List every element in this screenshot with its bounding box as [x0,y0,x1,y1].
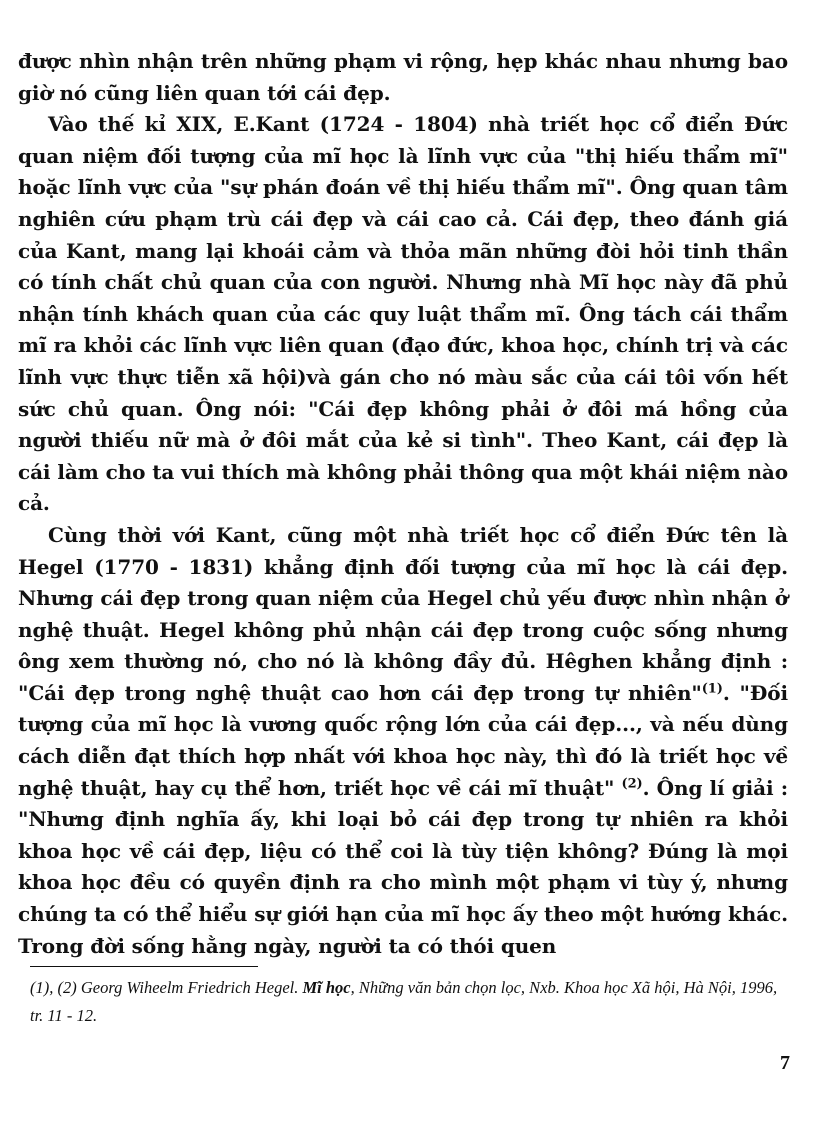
footnote-ref-2: (2) [621,776,643,791]
paragraph-3-part-a: Cùng thời với Kant, cũng một nhà triết học cổ điển Đức tên là Hegel (1770 - 1831) khẳng định đối tượng của mĩ học là cái đẹp. Nhưng cái đẹp trong quan niệm của Hegel chủ yếu được nhìn nhận ở nghệ thuật. Hegel không phủ nhận cái đẹp trong cuộc sống nhưng ông xem thường nó, cho nó là không đầy đủ. Hêghen khẳng định : "Cái đẹp trong nghệ thuật cao hơn cái đẹp trong tự nhiên" [18,522,788,705]
paragraph-3 [18,520,788,962]
footnote-ref-1: (1) [701,681,723,697]
paragraph-2: Vào thế kỉ XIX, E.Kant (1724 - 1804) nhà triết học cổ điển Đức quan niệm đối tượng của mĩ học là lĩnh vực của "thị hiếu thẩm mĩ" hoặc lĩnh vực của "sự phán đoán về thị hiếu thẩm mĩ". Ông quan tâm nghiên cứu phạm trù cái đẹp và cái cao cả. Cái đẹp, theo đánh giá của Kant, mang lại khoái cảm và thỏa mãn những đòi hỏi tinh thần có tính chất chủ quan của con người. Nhưng nhà Mĩ học này đã phủ nhận tính khách quan của các quy luật thẩm mĩ. Ông tách cái thẩm mĩ ra khỏi các lĩnh vực liên quan (đạo đức, khoa học, chính trị và các lĩnh vực thực tiễn xã hội)và gán cho nó màu sắc của cái tôi vốn hết sức chủ quan. Ông nói: "Cái đẹp không phải ở đôi má hồng của người thiếu nữ mà ở đôi mắt của kẻ si tình". Theo Kant, cái đẹp là cái làm cho ta vui thích mà không phải thông qua một khái niệm nào cả. [18,112,788,516]
page-body [18,46,788,962]
footnote-book-title: Mĩ học [302,978,351,997]
paragraph-3-part-c: . Ông lí giải : "Nhưng định nghĩa ấy, khi loại bỏ cái đẹp trong tự nhiên ra khỏi khoa học về cái đẹp, liệu có thể coi là tùy tiện không? Đúng là mọi khoa học đều có quyền định ra cho mình một phạm vi tùy ý, nhưng chúng ta có thể hiểu sự giới hạn của mĩ học ấy theo một hướng khác. Trong đời sống hằng ngày, người ta có thói quen [18,775,789,958]
footnote-prefix: (1), (2) Georg Wiheelm Friedrich Hegel. [30,978,303,997]
paragraph-3-part-b: . "Đối tượng của mĩ học là vương quốc rộng lớn của cái đẹp..., và nếu dùng cách diễn đạt thích hợp nhất với khoa học này, thì đó là triết học về nghệ thuật, hay cụ thể hơn, triết học về cái mĩ thuật" [18,680,788,800]
page-number: 7 [780,1052,790,1074]
footnote-suffix: , Những văn bản chọn lọc, Nxb. Khoa học Xã hội, Hà Nội, 1996, tr. 11 - 12. [30,978,778,1025]
footnote [30,974,786,1030]
footnote-divider [30,966,258,967]
paragraph-1: được nhìn nhận trên những phạm vi rộng, hẹp khác nhau nhưng bao giờ nó cũng liên quan tới cái đẹp. [18,49,788,105]
